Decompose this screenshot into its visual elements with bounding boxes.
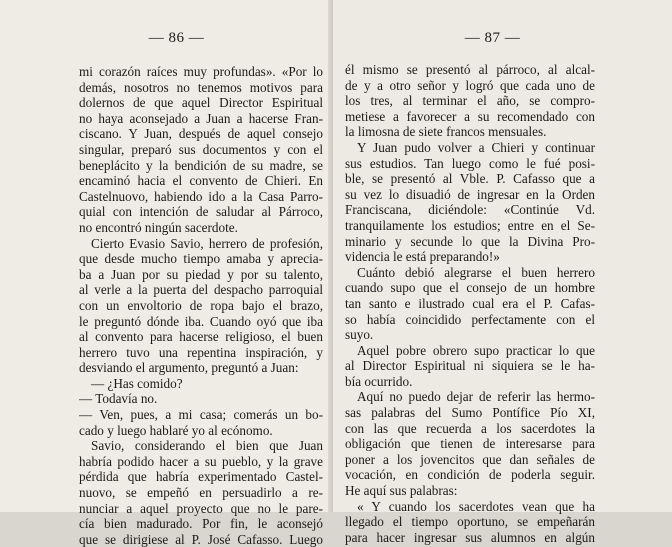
- text-line: suyo.: [345, 327, 374, 343]
- text-line: cuando supo que el consejo de un hombre: [345, 280, 595, 296]
- left-page-text: [79, 64, 323, 547]
- text-line: obligación que tienen de interesarse para: [345, 436, 595, 452]
- text-line: tan santo e ilustrado cual era el P. Cafas-: [345, 295, 595, 311]
- page-number-left: — 86 —: [148, 30, 205, 46]
- text-line: de y a otro señor y logró que cada uno de: [345, 77, 595, 93]
- text-line: videncia le está preparando!»: [345, 249, 500, 265]
- right-page-text: [345, 62, 595, 545]
- text-line: Aquí no puedo dejar de referir las hermo-: [357, 389, 595, 405]
- text-line: tranquilamente los estudios; entre en el Se-: [345, 217, 595, 233]
- text-line: Cierto Evasio Savio, herrero de profesión,: [91, 235, 323, 251]
- text-line: herrero tuvo una repentina inspiración, y: [79, 344, 323, 360]
- text-line: ciscano. Y Juan, después de aquel consejo: [79, 126, 323, 142]
- text-line: él mismo se presentó al párroco, al alcal-: [345, 62, 595, 77]
- text-line: Savio, considerando el bien que Juan: [91, 438, 323, 454]
- text-line: Cuánto debió alegrarse el buen herrero: [357, 264, 595, 280]
- text-line: no encontró ningún sacerdote.: [79, 219, 238, 235]
- text-line: sas palabras del Sumo Pontífice Pío XI,: [345, 405, 595, 421]
- right-page: [333, 0, 672, 545]
- text-line: con las que recuerda a los sacerdotes la: [345, 420, 595, 436]
- text-line: que desde mucho tiempo amaba y aprecia-: [79, 251, 323, 267]
- text-line: metiese a favorecer a su recomendado con: [345, 108, 595, 124]
- text-line: demás, nosotros no tenemos motivos para: [79, 79, 323, 95]
- text-line: al verle a la puerta del despacho parroquial: [79, 282, 323, 298]
- text-line: Castelnuovo, habiendo ido a la Casa Parro-: [79, 188, 323, 204]
- text-line: singular, preparó sus documentos y con el: [79, 141, 323, 157]
- text-line: dolernos de que aquel Director Espiritual: [79, 95, 323, 111]
- text-line: nunciar a aquel proyecto que no le pare-: [79, 500, 323, 516]
- text-line: al convento para hacerse religioso, el buen: [79, 329, 323, 345]
- text-line: Y Juan pudo volver a Chieri y continuar: [357, 139, 595, 155]
- text-line: « Y cuando los sacerdotes vean que ha: [357, 498, 595, 514]
- text-line: cado y luego hablaré yo al ecónomo.: [79, 422, 273, 438]
- text-line: nuovo, se empeñó en persuadirlo a re-: [79, 485, 323, 501]
- text-line: con un envoltorio de ropa bajo el brazo,: [79, 297, 323, 313]
- text-line: habría podido hacer a su pueblo, y la grave: [79, 453, 323, 469]
- text-line: llegado el tiempo oportuno, se empeñarán: [345, 514, 595, 530]
- text-line: encaminó hacia el convento de Chieri. En: [79, 173, 323, 189]
- text-line: los tres, al terminar el año, se compro-: [345, 93, 595, 109]
- text-line: sus estudios. Tan luego como le fué posi-: [345, 155, 595, 171]
- text-line: He aquí sus palabras:: [345, 483, 458, 499]
- text-line: cía bien madurado. Por fin, le aconsejó: [79, 516, 323, 532]
- text-line: ba a Juan por su piedad y por su talento,: [79, 266, 323, 282]
- text-line: al Director Espiritual ni siquiera se le ha-: [345, 358, 595, 374]
- text-line: mi corazón raíces muy profundas». «Por lo: [79, 64, 323, 79]
- text-line: para hacer ingresar sus alumnos en algún: [345, 529, 595, 545]
- text-line: — Ven, pues, a mi casa; comerás un bo-: [79, 407, 323, 423]
- text-line: no haya aconsejado a Juan a hacerse Fran-: [79, 110, 323, 126]
- text-line: beneplácito y la bendición de su madre, se: [79, 157, 323, 173]
- text-line: pérdida que habría experimentado Castel-: [79, 469, 323, 485]
- text-line: Franciscana, diciéndole: «Continúe Vd.: [345, 202, 595, 218]
- page-number-right: — 87 —: [464, 30, 521, 46]
- text-line: quial con intención de saludar al Párroco,: [79, 204, 323, 220]
- text-line: desviando el argumento, preguntó a Juan:: [79, 360, 299, 376]
- text-line: — Todavía no.: [79, 391, 158, 407]
- text-line: su vez lo disuadió de ingresar en la Orden: [345, 186, 595, 202]
- text-line: so había coincidido perfectamente con el: [345, 311, 595, 327]
- text-line: poner a los jovencitos que dan señales de: [345, 451, 595, 467]
- text-line: la limosna de siete francos mensuales.: [345, 124, 547, 140]
- left-page: [0, 0, 333, 547]
- text-line: bía ocurrido.: [345, 373, 413, 389]
- text-line: ble, se presentó al Vble. P. Cafasso que a: [345, 171, 595, 187]
- text-line: le preguntó dónde iba. Cuando oyó que iba: [79, 313, 323, 329]
- text-line: — ¿Has comido?: [91, 375, 183, 391]
- text-line: Aquel pobre obrero supo practicar lo que: [357, 342, 595, 358]
- text-line: vocación, en condición de poderla seguir.: [345, 467, 595, 483]
- text-line: que se dirigiese al P. José Cafasso. Luego: [79, 531, 323, 547]
- text-line: minario y secunde lo que la Divina Pro-: [345, 233, 595, 249]
